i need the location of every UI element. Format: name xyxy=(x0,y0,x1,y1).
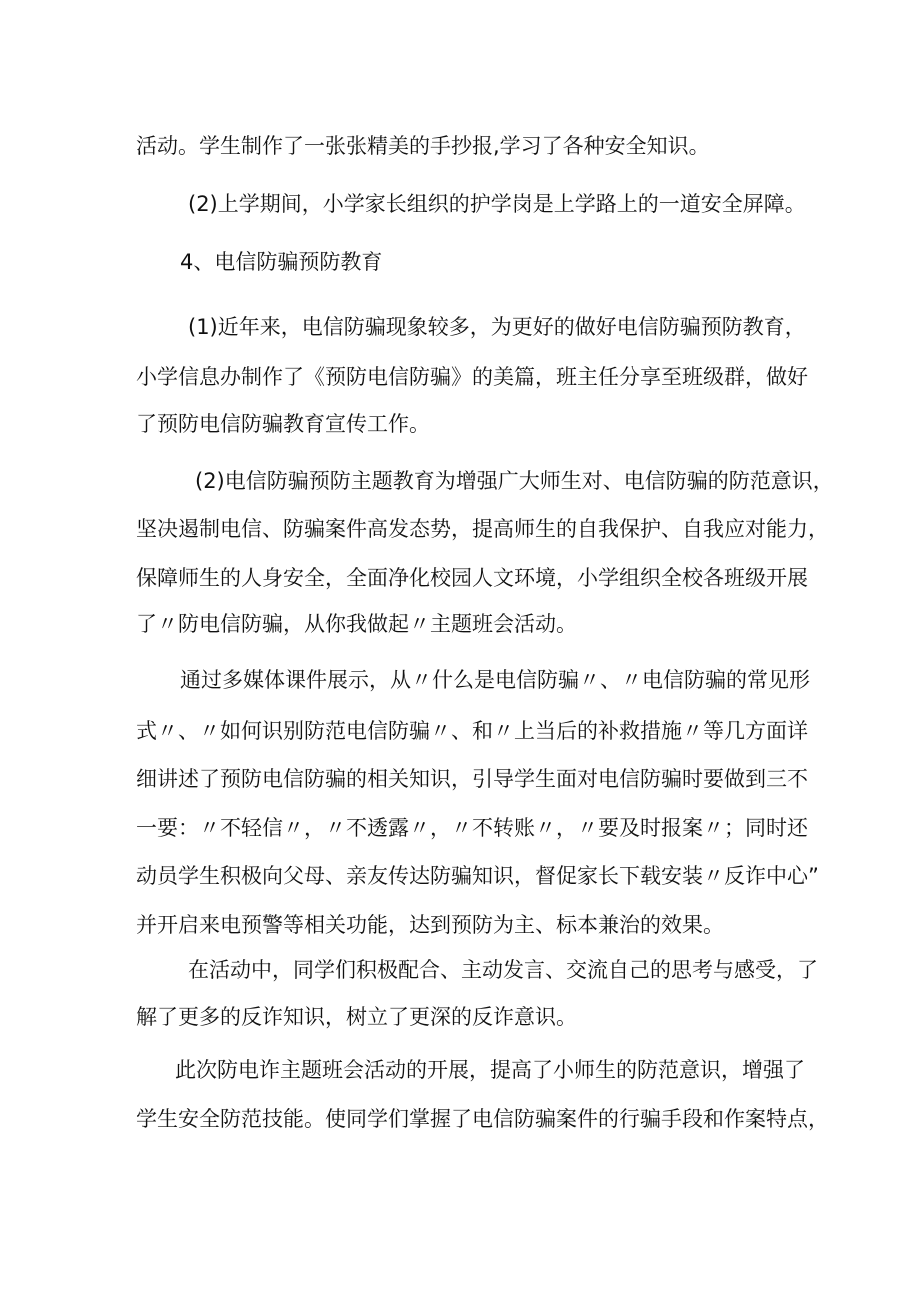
text-line: 在活动中，同学们积极配合、主动发言、交流自己的思考与感受，了 xyxy=(188,958,818,982)
text-line: 保障师生的人身安全，全面净化校园人文环境，小学组织全校各班级开展 xyxy=(136,566,808,590)
text-line: 并开启来电预警等相关功能，达到预防为主、标本兼治的效果。 xyxy=(136,913,724,937)
text-line: 了〃防电信防骗，从你我做起〃主题班会活动。 xyxy=(136,612,577,636)
text-line: 动员学生积极向父母、亲友传达防骗知识，督促家长下载安装〃反诈中心” xyxy=(136,864,819,888)
text-line: 学生安全防范技能。使同学们掌握了电信防骗案件的行骗手段和作案特点， xyxy=(136,1107,829,1131)
text-line: 式〃、〃如何识别防范电信防骗〃、和〃上当后的补救措施〃等几方面详 xyxy=(136,719,808,743)
text-line: 了预防电信防骗教育宣传工作。 xyxy=(136,412,430,436)
text-line: 活动。学生制作了一张张精美的手抄报,学习了各种安全知识。 xyxy=(136,134,710,158)
text-line: (2)电信防骗预防主题教育为增强广大师生对、电信防骗的防范意识， xyxy=(195,469,834,493)
text-line: (1)近年来，电信防骗现象较多，为更好的做好电信防骗预防教育， xyxy=(188,315,806,339)
section-heading: 4、电信防骗预防教育 xyxy=(180,250,383,274)
text-line: 解了更多的反诈知识，树立了更深的反诈意识。 xyxy=(136,1005,577,1029)
text-line: 坚决遏制电信、防骗案件高发态势，提高师生的自我保护、自我应对能力， xyxy=(136,517,829,541)
text-line: 一要：〃不轻信〃，〃不透露〃，〃不转账〃，〃要及时报案〃；同时还 xyxy=(136,816,808,840)
text-line: 通过多媒体课件展示，从〃什么是电信防骗〃、〃电信防骗的常见形 xyxy=(180,668,810,692)
text-line: (2)上学期间，小学家长组织的护学岗是上学路上的一道安全屏障。 xyxy=(188,192,806,216)
text-line: 此次防电诈主题班会活动的开展，提高了小师生的防范意识，增强了 xyxy=(175,1058,805,1082)
text-line: 细讲述了预防电信防骗的相关知识，引导学生面对电信防骗时要做到三不 xyxy=(136,767,808,791)
text-line: 小学信息办制作了《预防电信防骗》的美篇，班主任分享至班级群，做好 xyxy=(136,365,808,389)
